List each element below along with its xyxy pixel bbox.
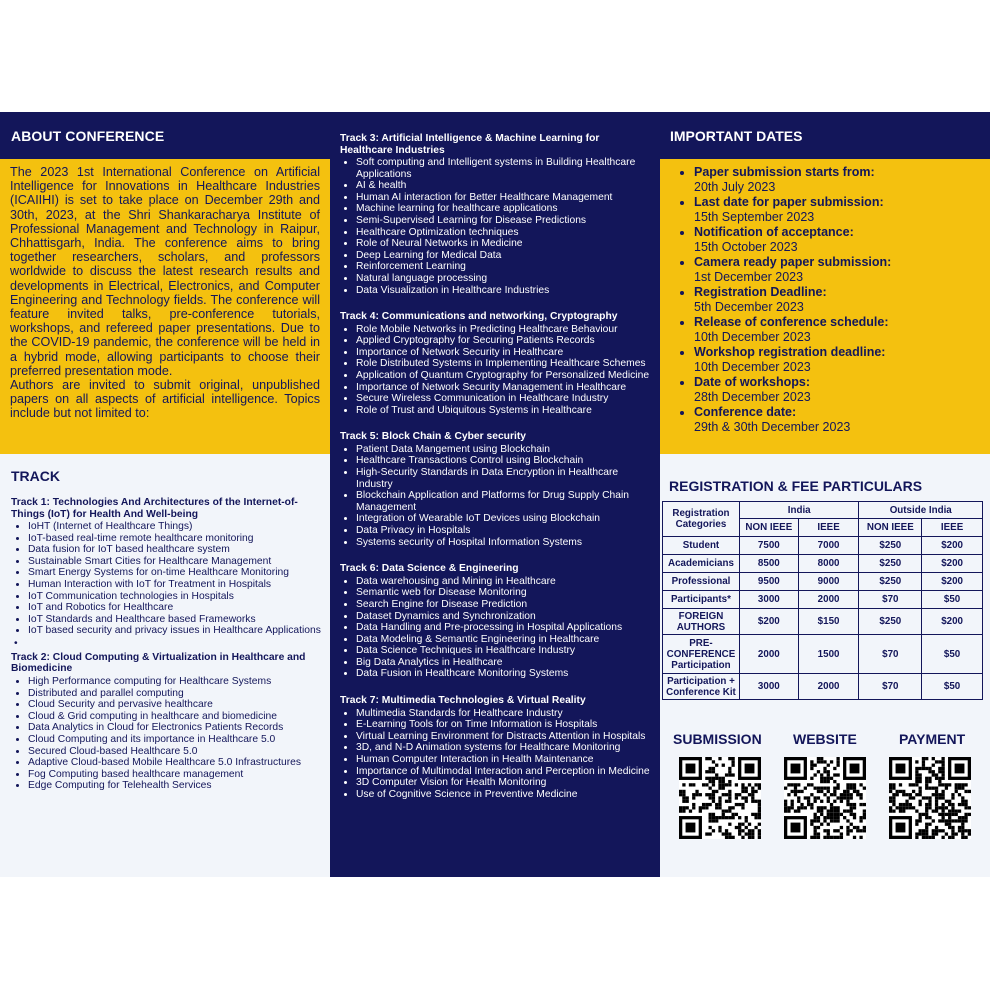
track-topic: • AI & health: [356, 180, 652, 192]
fee-value: $70: [859, 635, 922, 674]
track-topic: • IoT Communication technologies in Hospitals: [28, 591, 322, 603]
date-value: 29th & 30th December 2023: [694, 420, 851, 434]
fee-row: [663, 609, 983, 635]
track-topic: • Human AI interaction for Better Healthcare Management: [356, 192, 652, 204]
track-topic: • IoT based security and privacy issues in Healthcare Applications: [28, 625, 322, 637]
qr-code-icon[interactable]: [784, 757, 866, 839]
track-topic: • Cloud Computing and its importance in Healthcare 5.0: [28, 734, 322, 746]
fee-category: Participants*: [663, 591, 740, 609]
track-topic-list: [340, 157, 652, 296]
track-topic-list: [11, 521, 322, 637]
qr-code-icon[interactable]: [679, 757, 761, 839]
date-value: 5th December 2023: [694, 300, 804, 314]
date-label: • Registration Deadline:: [694, 285, 827, 299]
qr-label-payment: PAYMENT: [899, 731, 966, 747]
fee-value: $250: [859, 609, 922, 635]
track-topic: • IoT-based real-time remote healthcare monitoring: [28, 533, 322, 545]
fee-value: $250: [859, 537, 922, 555]
fee-value: $50: [922, 635, 983, 674]
fee-header-outside-india: Outside India: [859, 502, 983, 519]
track-topic: • Integration of Wearable IoT Devices using Blockchain: [356, 513, 652, 525]
qr-labels: [660, 731, 990, 749]
fee-row: [663, 573, 983, 591]
track-topic: • Application of Quantum Cryptography for Personalized Medicine: [356, 370, 652, 382]
fee-value: 7000: [798, 537, 859, 555]
fee-value: $50: [922, 591, 983, 609]
track-title: Track 6: Data Science & Engineering: [340, 563, 519, 575]
date-value: 20th July 2023: [694, 180, 776, 194]
tracks-middle-list: [330, 112, 660, 811]
date-item: [694, 405, 990, 435]
track-topic: • Data Modeling & Semantic Engineering in Healthcare: [356, 634, 652, 646]
date-item: [694, 375, 990, 405]
track-title: Track 7: Multimedia Technologies & Virtual Reality: [340, 695, 586, 707]
track-topic: • Big Data Analytics in Healthcare: [356, 657, 652, 669]
fee-row: [663, 537, 983, 555]
date-item: [694, 195, 990, 225]
date-value: 10th December 2023: [694, 330, 811, 344]
date-item: [694, 255, 990, 285]
track-topic: • Machine learning for healthcare applications: [356, 203, 652, 215]
important-dates: [660, 159, 990, 454]
fee-value: 3000: [739, 591, 798, 609]
fee-value: 8500: [739, 555, 798, 573]
track-topic: • Patient Data Mangement using Blockchain: [356, 444, 652, 456]
track-topic: • Role of Neural Networks in Medicine: [356, 238, 652, 250]
track-topic-list: [340, 576, 652, 680]
track-topic-list: [11, 676, 322, 792]
fee-table: [662, 501, 983, 700]
registration-heading: REGISTRATION & FEE PARTICULARS: [669, 478, 923, 494]
about-heading: ABOUT CONFERENCE: [0, 112, 330, 159]
track-topic: • 3D, and N-D Animation systems for Healthcare Monitoring: [356, 742, 652, 754]
track-heading: TRACK: [11, 468, 60, 484]
tracks-left-list: [0, 487, 330, 792]
track-topic: • Semantic web for Disease Monitoring: [356, 587, 652, 599]
track-topic: • Data Handling and Pre-processing in Hospital Applications: [356, 622, 652, 634]
track-topic: • Data Privacy in Hospitals: [356, 525, 652, 537]
track-topic: • Importance of Network Security Management in Healthcare: [356, 382, 652, 394]
track-topic: • Human Interaction with IoT for Treatment in Hospitals: [28, 579, 322, 591]
fee-value: $200: [922, 609, 983, 635]
date-label: • Last date for paper submission:: [694, 195, 884, 209]
middle-column: [330, 112, 660, 877]
track-title: Track 1: Technologies And Architectures of the Internet-of-Things (IoT) for Health And Well-being: [11, 497, 298, 520]
date-label: • Date of workshops:: [694, 375, 810, 389]
bullet-icon: •: [14, 637, 18, 649]
fee-row: [663, 674, 983, 700]
fee-value: 2000: [739, 635, 798, 674]
fee-row: [663, 635, 983, 674]
track-topic: • Sustainable Smart Cities for Healthcare Management: [28, 556, 322, 568]
fee-value: $200: [922, 573, 983, 591]
track-title: Track 5: Block Chain & Cyber security: [340, 431, 526, 443]
date-label: • Notification of acceptance:: [694, 225, 854, 239]
track-spacer: [340, 800, 652, 811]
track-topic-list: [340, 708, 652, 801]
date-value: 15th September 2023: [694, 210, 815, 224]
fee-subheader: IEEE: [798, 519, 859, 537]
track-topic: • Secured Cloud-based Healthcare 5.0: [28, 746, 322, 758]
track-topic: • Distributed and parallel computing: [28, 688, 322, 700]
track-topic: • Soft computing and Intelligent systems in Building Healthcare Applications: [356, 157, 652, 180]
track-title: Track 4: Communications and networking, Cryptography: [340, 311, 618, 323]
date-label: • Camera ready paper submission:: [694, 255, 892, 269]
fee-value: 2000: [798, 591, 859, 609]
date-item: [694, 225, 990, 255]
track-topic: • Smart Energy Systems for on-time Healthcare Monitoring: [28, 567, 322, 579]
track-topic: • Data Fusion in Healthcare Monitoring Systems: [356, 668, 652, 680]
fee-value: $150: [798, 609, 859, 635]
track-spacer: [340, 680, 652, 691]
date-item: [694, 285, 990, 315]
fee-value: $70: [859, 674, 922, 700]
track-topic: • Secure Wireless Communication in Healthcare Industry: [356, 393, 652, 405]
track-topic: • Multimedia Standards for Healthcare Industry: [356, 708, 652, 720]
qr-label-submission: SUBMISSION: [673, 731, 762, 747]
about-call-for-papers: Authors are invited to submit original, unpublished papers on all aspects of artificial intelligence. Topics include but not limited to:: [10, 378, 320, 421]
fee-category: FOREIGN AUTHORS: [663, 609, 740, 635]
fee-category: Participation + Conference Kit: [663, 674, 740, 700]
fee-subheader: NON IEEE: [739, 519, 798, 537]
track-topic: • Adaptive Cloud-based Mobile Healthcare 5.0 Infrastructures: [28, 757, 322, 769]
date-label: • Workshop registration deadline:: [694, 345, 886, 359]
track-spacer: [340, 548, 652, 559]
track-topic: • Healthcare Transactions Control using Blockchain: [356, 455, 652, 467]
track-topic: • Role Mobile Networks in Predicting Healthcare Behaviour: [356, 324, 652, 336]
about-paragraph: The 2023 1st International Conference on Artificial Intelligence for Innovations in Healthcare Industries (ICAIIHI) is set to take place on December 29th and 30th, 2023, at the Shri Shankaracharya Institute of Professional Management and Technology in Raipur, Chhattisgarh, India. The conference aims to bring together researchers, scholars, and professors worldwide to discuss the latest research results and developments in Electrical, Electronics, and Computer Engineering and Technology fields. The conference will feature invited talks, pre-conference tutorials, workshops, and refereed paper presentations. Due to the COVID-19 pandemic, the conference will be held in a hybrid mode, allowing participants to choose their preferred presentation mode.: [10, 165, 320, 378]
track-topic: • Natural language processing: [356, 273, 652, 285]
track-topic: • Fog Computing based healthcare management: [28, 769, 322, 781]
track-topic: • Use of Cognitive Science in Preventive Medicine: [356, 789, 652, 801]
fee-value: $50: [922, 674, 983, 700]
fee-category: Professional: [663, 573, 740, 591]
track-topic: • Dataset Dynamics and Synchronization: [356, 611, 652, 623]
track-spacer: [340, 416, 652, 427]
date-label: • Paper submission starts from:: [694, 165, 875, 179]
track-topic: • Systems security of Hospital Information Systems: [356, 537, 652, 549]
track-title: Track 3: Artificial Intelligence & Machine Learning for Healthcare Industries: [340, 133, 600, 156]
fee-value: 9500: [739, 573, 798, 591]
track-topic: • IoT and Robotics for Healthcare: [28, 602, 322, 614]
date-value: 28th December 2023: [694, 390, 811, 404]
fee-value: 1500: [798, 635, 859, 674]
date-value: 10th December 2023: [694, 360, 811, 374]
about-section: [0, 159, 330, 454]
dates-heading: IMPORTANT DATES: [660, 112, 990, 159]
fee-row: [663, 591, 983, 609]
fee-value: 2000: [798, 674, 859, 700]
date-value: 15th October 2023: [694, 240, 798, 254]
fee-value: 3000: [739, 674, 798, 700]
qr-code-icon[interactable]: [889, 757, 971, 839]
track-topic: • IoHT (Internet of Healthcare Things): [28, 521, 322, 533]
fee-value: $250: [859, 555, 922, 573]
track-topic-list: [340, 444, 652, 548]
track-topic: • Data warehousing and Mining in Healthcare: [356, 576, 652, 588]
fee-subheader: NON IEEE: [859, 519, 922, 537]
track-topic: • High Performance computing for Healthcare Systems: [28, 676, 322, 688]
fee-value: $250: [859, 573, 922, 591]
track-topic: • Data fusion for IoT based healthcare system: [28, 544, 322, 556]
fee-value: 7500: [739, 537, 798, 555]
date-label: • Release of conference schedule:: [694, 315, 889, 329]
track-spacer: [340, 296, 652, 307]
fee-value: 9000: [798, 573, 859, 591]
fee-value: $200: [922, 537, 983, 555]
fee-value: $200: [739, 609, 798, 635]
fee-category: Student: [663, 537, 740, 555]
track-topic: • Semi-Supervised Learning for Disease Predictions: [356, 215, 652, 227]
track-title: Track 2: Cloud Computing & Virtualization in Healthcare and Biomedicine: [11, 651, 306, 675]
track-topic: • Importance of Network Security in Healthcare: [356, 347, 652, 359]
track-topic: • Reinforcement Learning: [356, 261, 652, 273]
track-topic: • Role Distributed Systems in Implementing Healthcare Schemes: [356, 358, 652, 370]
date-item: [694, 165, 990, 195]
track-topic: • Edge Computing for Telehealth Services: [28, 780, 322, 792]
track-topic: • Cloud & Grid computing in healthcare and biomedicine: [28, 711, 322, 723]
qr-label-website: WEBSITE: [793, 731, 857, 747]
track-topic: • Role of Trust and Ubiquitous Systems in Healthcare: [356, 405, 652, 417]
fee-subheader: IEEE: [922, 519, 983, 537]
date-value: 1st December 2023: [694, 270, 804, 284]
track-topic: • 3D Computer Vision for Health Monitoring: [356, 777, 652, 789]
left-column: [0, 112, 330, 877]
track-topic: • Cloud Security and pervasive healthcare: [28, 699, 322, 711]
fee-row: [663, 555, 983, 573]
track-topic: • E-Learning Tools for on Time Information is Hospitals: [356, 719, 652, 731]
fee-value: $200: [922, 555, 983, 573]
date-label: • Conference date:: [694, 405, 797, 419]
fee-value: $70: [859, 591, 922, 609]
track-topic: • Virtual Learning Environment for Distracts Attention in Hospitals: [356, 731, 652, 743]
track-topic: • IoT Standards and Healthcare based Frameworks: [28, 614, 322, 626]
fee-category: Academicians: [663, 555, 740, 573]
track-topic: • High-Security Standards in Data Encryption in Healthcare Industry: [356, 467, 652, 490]
date-item: [694, 315, 990, 345]
track-topic: • Blockchain Application and Platforms for Drug Supply Chain Management: [356, 490, 652, 513]
date-item: [694, 345, 990, 375]
track-topic: • Deep Learning for Medical Data: [356, 250, 652, 262]
fee-header-india: India: [739, 502, 859, 519]
track-topic: • Search Engine for Disease Prediction: [356, 599, 652, 611]
fee-header-categories: Registration Categories: [663, 502, 740, 537]
dates-list: [677, 165, 990, 435]
track-topic: • Data Science Techniques in Healthcare Industry: [356, 645, 652, 657]
track-topic: • Healthcare Optimization techniques: [356, 227, 652, 239]
track-topic: • Importance of Multimodal Interaction and Perception in Medicine: [356, 766, 652, 778]
track-topic: • Applied Cryptography for Securing Patients Records: [356, 335, 652, 347]
track-topic-list: [340, 324, 652, 417]
fee-value: 8000: [798, 555, 859, 573]
track-topic: • Data Visualization in Healthcare Industries: [356, 285, 652, 297]
track-topic: • Data Analytics in Cloud for Electronics Patients Records: [28, 722, 322, 734]
track-topic: • Human Computer Interaction in Health Maintenance: [356, 754, 652, 766]
fee-category: PRE-CONFERENCE Participation: [663, 635, 740, 674]
